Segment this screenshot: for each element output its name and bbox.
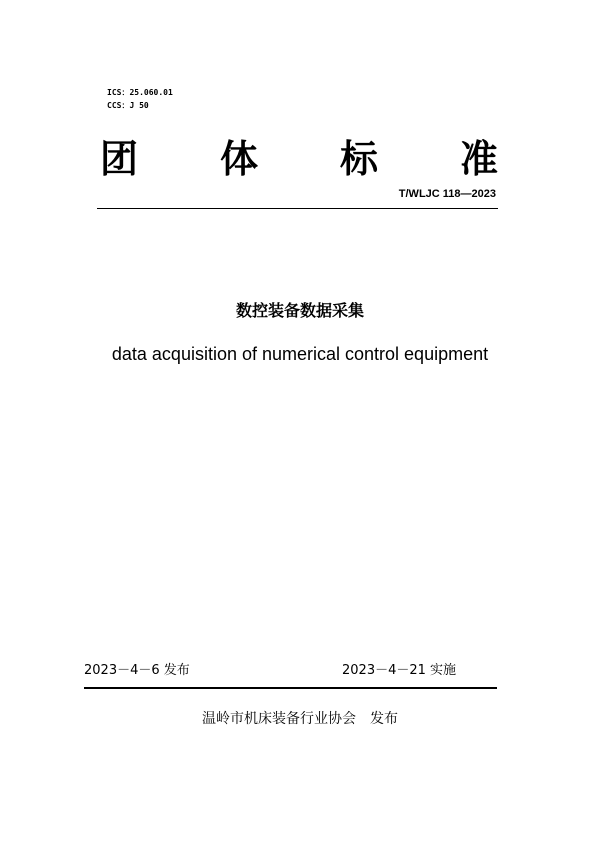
title-english: data acquisition of numerical control equipment (111, 344, 489, 364)
standard-type-char-4: 准 (459, 136, 498, 181)
title-chinese: 数控装备数据采集 (235, 301, 364, 320)
standard-type-char-2: 体 (219, 136, 258, 181)
bottom-divider (84, 687, 497, 689)
publish-date: 2023－4－6 发布 (84, 663, 190, 678)
ics-code: ICS：25.060.01 (107, 88, 173, 97)
standard-type-heading (100, 130, 498, 180)
standard-number: T/WLJC 118—2023 (398, 188, 496, 200)
standard-type-char-3: 标 (339, 136, 378, 181)
top-divider (97, 208, 498, 209)
publisher: 温岭市机床装备行业协会 发布 (202, 711, 398, 727)
standard-type-char-1: 团 (100, 136, 139, 181)
implement-date: 2023－4－21 实施 (342, 663, 457, 678)
ccs-code: CCS：J 50 (107, 101, 149, 110)
